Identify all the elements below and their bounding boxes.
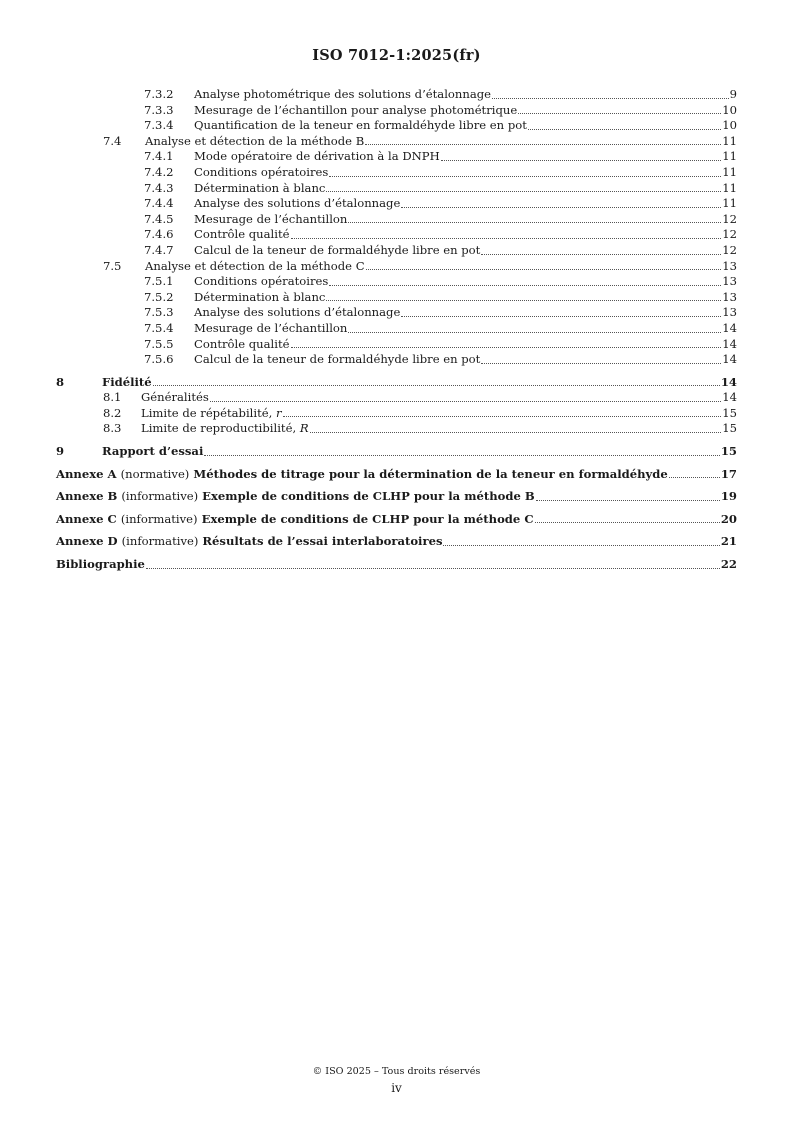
toc-page: 21	[720, 534, 737, 549]
toc-title: Calcul de la teneur de formaldéhyde libre en pot	[194, 242, 481, 257]
toc-page: 11	[722, 149, 737, 164]
toc-leader	[329, 284, 721, 286]
toc-entry-7-5[interactable]	[56, 259, 737, 275]
toc-page: 12	[722, 242, 737, 257]
toc-page: 14	[722, 336, 737, 351]
toc-title: Annexe D (informative) Résultats de l’essai interlaboratoires	[56, 534, 443, 549]
toc-leader	[348, 331, 721, 333]
toc-entry-7-4-6[interactable]	[56, 227, 737, 243]
toc-entry-7-4-4[interactable]	[56, 196, 737, 212]
toc-leader	[329, 175, 721, 177]
toc-leader	[443, 544, 719, 546]
toc-page: 12	[722, 227, 737, 242]
toc-number: 7.4.5	[144, 211, 174, 226]
toc-leader	[146, 567, 720, 569]
toc-title: Annexe B (informative) Exemple de conditions de CLHP pour la méthode B	[56, 489, 535, 504]
toc-number: 8.2	[103, 405, 122, 420]
toc-title: Bibliographie	[56, 557, 145, 572]
toc-title: Analyse des solutions d’étalonnage	[194, 196, 401, 211]
toc-variable: R	[299, 421, 309, 436]
toc-entry-8[interactable]	[56, 375, 737, 391]
toc-entry-9[interactable]	[56, 444, 737, 460]
toc-page: 9	[729, 87, 737, 101]
toc-title: Rapport d’essai	[102, 444, 204, 459]
toc-title: Calcul de la teneur de formaldéhyde libre en pot	[194, 352, 481, 367]
toc-number: 7.5.6	[144, 352, 174, 367]
toc-entry-7-4-5[interactable]	[56, 212, 737, 228]
toc-number: 8.3	[103, 421, 122, 436]
toc-title: Contrôle qualité	[194, 227, 290, 242]
toc-entry-7-4-3[interactable]	[56, 181, 737, 197]
toc-leader	[441, 159, 722, 161]
toc-number: 7.3.3	[144, 102, 174, 117]
toc-entry-7-5-5[interactable]	[56, 337, 737, 353]
toc-number: 7.4.4	[144, 196, 174, 211]
toc-number: 7.5.5	[144, 336, 174, 351]
toc-page: 10	[722, 118, 737, 133]
toc-page: 13	[722, 258, 737, 273]
toc-entry-7-5-4[interactable]	[56, 321, 737, 337]
toc-title: Analyse et détection de la méthode B	[145, 133, 365, 148]
toc-title: Analyse et détection de la méthode C	[145, 258, 365, 273]
toc-title: Mesurage de l’échantillon pour analyse photométrique	[194, 102, 518, 117]
toc-leader	[535, 521, 720, 523]
toc-entry-7-3-3[interactable]	[56, 103, 737, 119]
toc-variable: r	[275, 405, 282, 420]
toc-number: 7.5	[103, 258, 122, 273]
toc-title: Conditions opératoires	[194, 164, 329, 179]
toc-leader	[401, 315, 721, 317]
toc-title: Mesurage de l’échantillon	[194, 211, 348, 226]
toc-title: Détermination à blanc	[194, 289, 326, 304]
toc-page: 13	[722, 274, 737, 289]
toc-page: 20	[720, 511, 737, 526]
page-footer	[0, 1066, 793, 1095]
toc-title: Mesurage de l’échantillon	[194, 320, 348, 335]
toc-page: 15	[722, 421, 737, 436]
toc-leader	[310, 431, 722, 433]
toc-entry-8-3[interactable]	[56, 421, 737, 437]
page-number: iv	[391, 1081, 402, 1095]
toc-entry-7-3-2[interactable]	[56, 87, 737, 103]
toc-entry-7-4-7[interactable]	[56, 243, 737, 259]
toc-leader	[326, 299, 721, 301]
toc-leader	[153, 384, 720, 386]
toc-page: 13	[722, 305, 737, 320]
toc-number: 7.3.4	[144, 118, 174, 133]
toc-leader	[291, 237, 722, 239]
toc-title: Fidélité	[102, 374, 152, 389]
toc-title: Quantification de la teneur en formaldéhyde libre en pot	[194, 118, 527, 133]
toc-number: 7.5.4	[144, 320, 174, 335]
toc-page: 15	[722, 405, 737, 420]
toc-leader	[366, 268, 722, 270]
toc-page: 14	[722, 390, 737, 405]
toc-leader	[401, 206, 721, 208]
toc-leader	[326, 190, 721, 192]
toc-leader	[481, 253, 721, 255]
document-header: ISO 7012-1:2025(fr)	[312, 47, 481, 64]
toc-number: 7.5.1	[144, 274, 174, 289]
toc-page: 14	[722, 352, 737, 367]
toc-title: Analyse photométrique des solutions d’étalonnage	[194, 87, 492, 101]
toc-page: 17	[720, 466, 737, 481]
toc-entry-8-1[interactable]	[56, 390, 737, 406]
toc-entry-7-5-3[interactable]	[56, 305, 737, 321]
toc-number: 7.4.6	[144, 227, 174, 242]
toc-leader	[348, 221, 721, 223]
toc-leader	[291, 346, 722, 348]
toc-entry-annex-b[interactable]	[56, 489, 737, 505]
toc-page: 10	[722, 102, 737, 117]
toc-number: 8.1	[103, 390, 122, 405]
toc-leader	[210, 400, 721, 402]
toc-title: Analyse des solutions d’étalonnage	[194, 305, 401, 320]
toc-leader	[536, 499, 720, 501]
toc-number: 8	[56, 374, 65, 389]
toc-entry-7-5-6[interactable]	[56, 352, 737, 368]
toc-number: 7.4.1	[144, 149, 174, 164]
toc-title: Généralités	[141, 390, 209, 405]
toc-entry-8-2[interactable]	[56, 406, 737, 422]
toc-title: Détermination à blanc	[194, 180, 326, 195]
toc-entry-7-4-2[interactable]	[56, 165, 737, 181]
toc-leader	[669, 476, 720, 478]
toc-number: 9	[56, 444, 65, 459]
copyright-notice: © ISO 2025 – Tous droits réservés	[312, 1066, 481, 1077]
toc-page: 15	[720, 444, 737, 459]
toc-leader	[204, 454, 720, 456]
toc-number: 7.4.3	[144, 180, 174, 195]
toc-entry-bibliography[interactable]	[56, 557, 737, 573]
toc-leader	[492, 97, 729, 99]
toc-number: 7.4.2	[144, 164, 174, 179]
toc-entry-7-5-1[interactable]	[56, 274, 737, 290]
toc-entry-7-4-1[interactable]	[56, 149, 737, 165]
toc-leader	[518, 112, 721, 114]
toc-entry-7-3-4[interactable]	[56, 118, 737, 134]
toc-page: 11	[722, 196, 737, 211]
toc-title: Contrôle qualité	[194, 336, 290, 351]
toc-entry-7-5-2[interactable]	[56, 290, 737, 306]
toc-leader	[283, 415, 722, 417]
toc-title: Mode opératoire de dérivation à la DNPH	[194, 149, 440, 164]
toc-title: Limite de répétabilité, r	[141, 405, 282, 420]
toc-leader	[365, 143, 721, 145]
toc-page: 11	[722, 164, 737, 179]
toc-page: 14	[722, 320, 737, 335]
toc-entry-annex-c[interactable]	[56, 512, 737, 528]
toc-page: 13	[722, 289, 737, 304]
toc-number: 7.3.2	[144, 87, 174, 101]
toc-number: 7.5.2	[144, 289, 174, 304]
toc-entry-annex-d[interactable]	[56, 534, 737, 550]
toc-entry-7-4[interactable]	[56, 134, 737, 150]
toc-leader	[528, 128, 721, 130]
toc-page: 11	[722, 133, 737, 148]
toc-title: Annexe A (normative) Méthodes de titrage pour la détermination de la teneur en formaldéhyde	[56, 466, 668, 481]
toc-title: Limite de reproductibilité, R	[141, 421, 309, 436]
toc-page: 19	[720, 489, 737, 504]
toc-number: 7.4.7	[144, 242, 174, 257]
toc-number: 7.4	[103, 133, 122, 148]
table-of-contents	[56, 87, 737, 573]
toc-title: Conditions opératoires	[194, 274, 329, 289]
toc-leader	[481, 362, 721, 364]
toc-number: 7.5.3	[144, 305, 174, 320]
toc-page: 12	[722, 211, 737, 226]
toc-page: 11	[722, 180, 737, 195]
toc-page: 14	[720, 374, 737, 389]
toc-entry-annex-a[interactable]	[56, 467, 737, 483]
toc-page: 22	[720, 557, 737, 572]
toc-title: Annexe C (informative) Exemple de conditions de CLHP pour la méthode C	[56, 511, 534, 526]
